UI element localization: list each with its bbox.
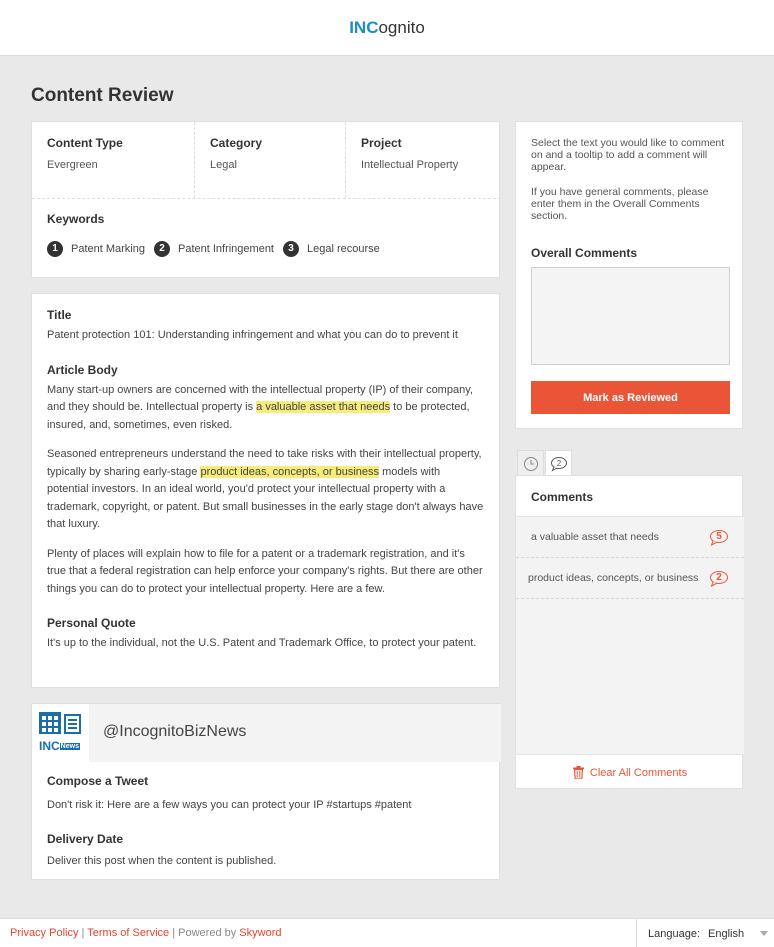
keyword-number-badge: 2: [154, 241, 170, 257]
keyword-label: Legal recourse: [307, 243, 380, 255]
keyword-number-badge: 1: [47, 241, 63, 257]
comment-text: a valuable asset that needs: [531, 531, 659, 543]
article-paragraph: Seasoned entrepreneurs understand the need to take risks with their intellectual property, typically by sharing early-stage product ideas, concepts, or business models with potential investors. In an ideal world, you'd protect your intellectual property with a trademark, copyright, or patent. But small businesses in the early stage don't always have that luxury.: [47, 448, 484, 530]
content-type-label: Content Type: [47, 136, 123, 150]
clock-icon: [523, 456, 539, 472]
keywords-list: [47, 241, 389, 257]
twitter-handle: @IncognitoBizNews: [103, 723, 247, 740]
highlighted-comment-text[interactable]: product ideas, concepts, or business: [200, 465, 380, 478]
comment-bubble-icon: [550, 456, 568, 472]
terms-of-service-link[interactable]: Terms of Service: [87, 927, 170, 939]
mark-as-reviewed-button[interactable]: Mark as Reviewed: [531, 381, 730, 414]
comments-panel: [515, 475, 743, 789]
footer-links: Privacy Policy | Terms of Service | Powered by Skyword: [10, 927, 282, 939]
project-field: [345, 122, 501, 198]
inc-news-logo: [32, 704, 89, 762]
keywords-label: Keywords: [47, 212, 105, 226]
article-paragraph: Many start-up owners are concerned with the intellectual property (IP) of their company, and they should be. Intellectual property is a valuable asset that needs to be protected, insured, and, sometimes, even risked.: [47, 383, 473, 431]
logo-text: INCNews: [39, 739, 79, 753]
content-meta-card: [31, 121, 500, 278]
article-title: Patent protection 101: Understanding infringement and what you can do to prevent it: [47, 329, 458, 341]
comment-text: product ideas, concepts, or business: [528, 572, 699, 584]
overall-comments-input[interactable]: [531, 267, 730, 365]
category-label: Category: [210, 136, 263, 150]
language-label: Language:: [648, 927, 700, 940]
comment-tabs: [517, 450, 573, 476]
help-text: If you have general comments, please enter them in the Overall Comments section.: [531, 186, 709, 222]
tab-comments[interactable]: [545, 450, 572, 476]
svg-text:2: 2: [556, 458, 561, 468]
delivery-date-text: Deliver this post when the content is published.: [47, 855, 277, 867]
comment-item[interactable]: [516, 517, 744, 558]
delivery-date-label: Delivery Date: [47, 832, 124, 846]
comments-list: [516, 516, 744, 754]
top-bar: [0, 0, 774, 56]
comment-item[interactable]: [516, 558, 744, 599]
project-value: Intellectual Property: [361, 159, 459, 171]
personal-quote: It's up to the individual, not the U.S. Patent and Trademark Office, to protect your patent.: [47, 637, 477, 649]
language-value: English: [708, 927, 745, 940]
highlighted-comment-text[interactable]: a valuable asset that needs: [256, 401, 391, 413]
category-field: [194, 122, 345, 198]
category-value: Legal: [210, 159, 237, 171]
trash-icon: [573, 766, 584, 779]
compose-tweet-text: Don't risk it: Here are a few ways you can protect your IP #startups #patent: [47, 799, 412, 811]
chevron-down-icon: [760, 931, 768, 936]
keyword-item: [154, 241, 274, 257]
tab-history[interactable]: [517, 450, 544, 476]
overall-comments-label: Overall Comments: [531, 246, 638, 260]
comment-count-badge: 5: [709, 529, 729, 546]
help-text: Select the text you would like to comment on and a tooltip to add a comment will appear.: [531, 137, 725, 173]
article-paragraph: Plenty of places will explain how to file for a patent or a trademark registration, and it's true that a federal registration can help enforce your company's rights. But there are other things you can do to protect your intellectual property. Here are a few.: [47, 547, 483, 595]
review-panel: [515, 121, 743, 429]
content-type-field: [32, 122, 194, 198]
project-label: Project: [361, 136, 402, 150]
compose-tweet-label: Compose a Tweet: [47, 774, 149, 788]
page-title: Content Review: [31, 85, 174, 106]
clear-all-comments-button[interactable]: [516, 754, 744, 790]
privacy-policy-link[interactable]: Privacy Policy: [10, 927, 79, 939]
keyword-label: Patent Infringement: [177, 243, 274, 255]
keyword-number-badge: 3: [283, 241, 299, 257]
personal-quote-label: Personal Quote: [47, 616, 136, 630]
keyword-item: [283, 241, 380, 257]
title-label: Title: [47, 308, 72, 322]
clear-all-comments-label: Clear All Comments: [589, 766, 688, 779]
tweet-card: [31, 703, 500, 880]
brand-logo[interactable]: INCognito: [349, 18, 425, 37]
tweet-header: [32, 704, 501, 762]
article-body-label: Article Body: [47, 362, 118, 377]
comments-title: Comments: [531, 490, 594, 504]
divider: [32, 198, 501, 199]
language-select[interactable]: [636, 919, 774, 947]
content-type-value: Evergreen: [47, 159, 98, 171]
building-icon: [39, 712, 81, 734]
footer: [0, 918, 774, 947]
keyword-item: [47, 241, 145, 257]
skyword-link[interactable]: Skyword: [239, 927, 282, 939]
comment-count-badge: 2: [709, 570, 729, 587]
keyword-label: Patent Marking: [71, 243, 145, 255]
article-card: [31, 293, 500, 688]
